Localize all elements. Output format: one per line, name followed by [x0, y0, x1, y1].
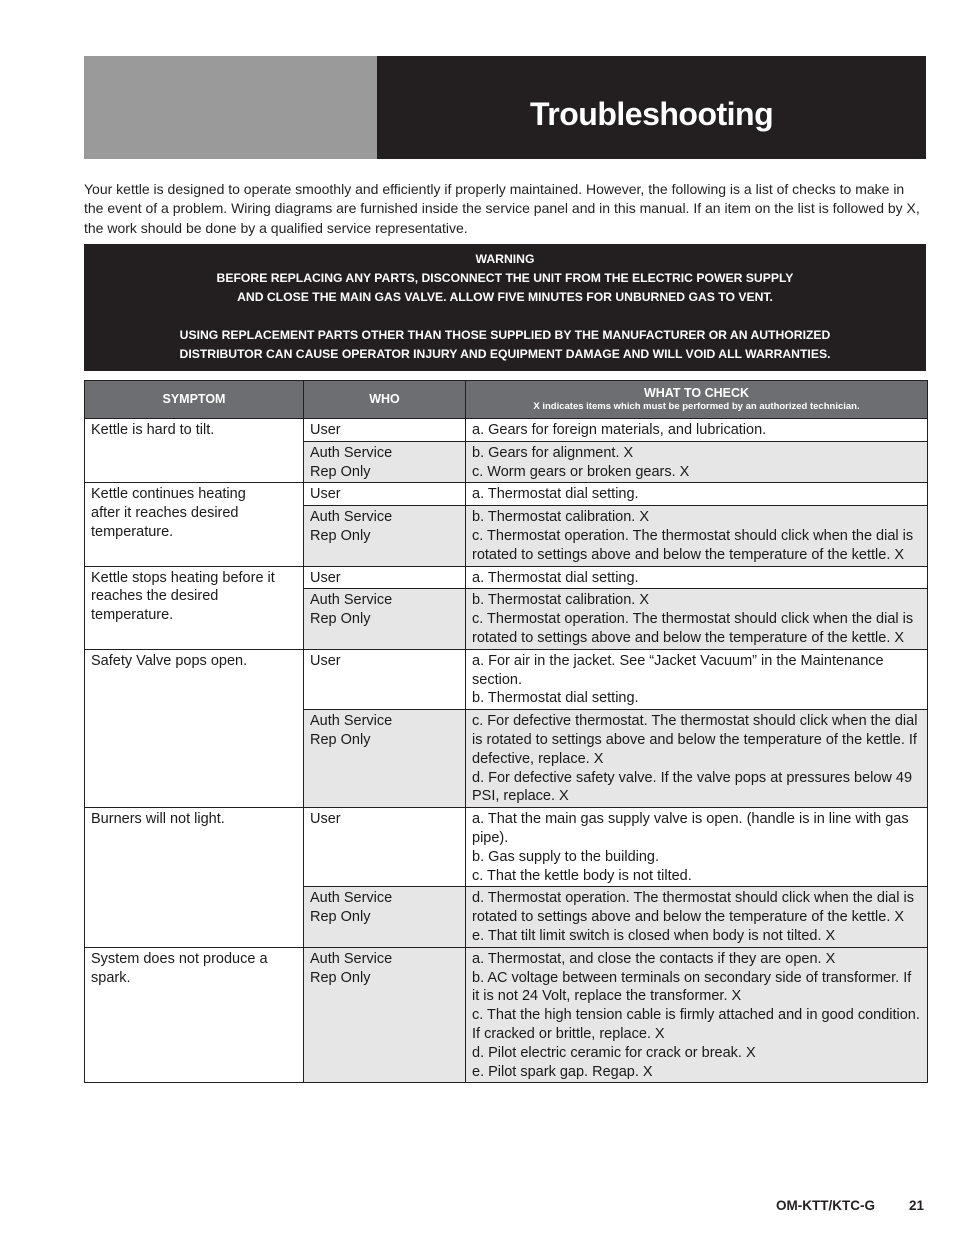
- cell-line: Burners will not light.: [91, 811, 225, 828]
- cell-line: Rep Only: [310, 463, 371, 480]
- cell-line: a. For air in the jacket. See “Jacket Vacuum” in the Maintenance section.: [472, 652, 884, 688]
- symptom-cell: [85, 483, 304, 566]
- what-to-check-cell: [466, 808, 928, 887]
- what-to-check-cell: [466, 887, 928, 947]
- cell-line: c. That the kettle body is not tilted.: [472, 867, 692, 884]
- who-cell: [304, 589, 466, 649]
- cell-line: User: [310, 486, 341, 503]
- warning-line: USING REPLACEMENT PARTS OTHER THAN THOSE SUPPLIED BY THE MANUFACTURER OR AN AUTHORIZED: [179, 327, 831, 342]
- page-header-banner: [84, 56, 926, 159]
- cell-line: a. Thermostat dial setting.: [472, 486, 639, 503]
- cell-line: User: [310, 652, 341, 669]
- warning-line: AND CLOSE THE MAIN GAS VALVE. ALLOW FIVE MINUTES FOR UNBURNED GAS TO VENT.: [237, 290, 773, 305]
- header-who: WHO: [304, 381, 466, 419]
- cell-line: Rep Only: [310, 969, 371, 986]
- table-row: [85, 649, 928, 709]
- header-symptom: SYMPTOM: [85, 381, 304, 419]
- cell-line: Kettle is hard to tilt.: [91, 422, 215, 438]
- troubleshooting-table: [84, 380, 928, 1083]
- cell-line: e. Pilot spark gap. Regap. X: [472, 1063, 653, 1080]
- warning-line: DISTRIBUTOR CAN CAUSE OPERATOR INJURY AND EQUIPMENT DAMAGE AND WILL VOID ALL WARRANTIES.: [179, 346, 831, 361]
- cell-line: e. That tilt limit switch is closed when body is not tilted. X: [472, 927, 836, 944]
- cell-line: Auth Service: [310, 509, 393, 526]
- header-what-to-check-note: X indicates items which must be performed by an authorized technician.: [533, 401, 860, 412]
- cell-line: Auth Service: [310, 890, 393, 907]
- header-gray-block: [84, 56, 377, 159]
- cell-line: User: [310, 811, 341, 828]
- table-row: [85, 947, 928, 1083]
- symptom-cell: [85, 649, 304, 807]
- cell-line: d. Thermostat operation. The thermostat should click when the dial is rotated to settings above and below the temperature of the kettle. X: [472, 890, 914, 926]
- cell-line: Auth Service: [310, 713, 393, 730]
- cell-line: Auth Service: [310, 444, 393, 461]
- intro-paragraph: Your kettle is designed to operate smoothly and efficiently if properly maintained. However, the following is a list of checks to make in the event of a problem. Wiring diagrams are furnished inside the service panel and in this manual. If an item on the list is followed by X, the work should be done by a qualified service representative.: [84, 181, 920, 236]
- who-cell: [304, 710, 466, 808]
- page-number: 21: [908, 1198, 924, 1213]
- cell-line: c. Worm gears or broken gears. X: [472, 463, 690, 480]
- cell-line: User: [310, 569, 341, 586]
- cell-line: Rep Only: [310, 527, 371, 544]
- what-to-check-cell: [466, 419, 928, 442]
- cell-line: c. That the high tension cable is firmly attached and in good condition. If cracked or brittle, replace. X: [472, 1007, 920, 1042]
- cell-line: a. Thermostat dial setting.: [472, 569, 639, 586]
- what-to-check-cell: [466, 589, 928, 649]
- cell-line: after it reaches desired: [91, 505, 239, 522]
- symptom-cell: [85, 566, 304, 649]
- what-to-check-cell: [466, 566, 928, 589]
- table-row: [85, 419, 928, 442]
- cell-line: a. That the main gas supply valve is open. (handle is in line with gas pipe).: [472, 811, 909, 846]
- warning-title: WARNING: [475, 252, 535, 266]
- cell-line: System does not produce a spark.: [91, 950, 268, 986]
- cell-line: d. For defective safety valve. If the valve pops at pressures below 49 PSI, replace. X: [472, 769, 913, 805]
- warning-line: BEFORE REPLACING ANY PARTS, DISCONNECT THE UNIT FROM THE ELECTRIC POWER SUPPLY: [216, 271, 794, 286]
- cell-line: Rep Only: [310, 909, 371, 926]
- cell-line: c. Thermostat operation. The thermostat should click when the dial is rotated to settings above and below the temperature of the kettle. X: [472, 611, 914, 646]
- cell-line: b. Gas supply to the building.: [472, 848, 660, 865]
- header-dark-block: [377, 56, 926, 159]
- who-cell: [304, 441, 466, 483]
- cell-line: User: [310, 422, 341, 438]
- what-to-check-cell: [466, 947, 928, 1083]
- cell-line: a. Thermostat, and close the contacts if they are open. X: [472, 950, 836, 967]
- cell-line: Safety Valve pops open.: [91, 652, 248, 669]
- cell-line: Rep Only: [310, 731, 371, 748]
- header-what-to-check-label: WHAT TO CHECK: [643, 386, 750, 400]
- cell-line: a. Gears for foreign materials, and lubrication.: [472, 422, 767, 438]
- cell-line: d. Pilot electric ceramic for crack or break. X: [472, 1044, 756, 1061]
- table-header-row: [85, 381, 928, 419]
- cell-line: c. Thermostat operation. The thermostat should click when the dial is rotated to settings above and below the temperature of the kettle. X: [472, 527, 914, 563]
- table-row: [85, 483, 928, 506]
- cell-line: b. Thermostat calibration. X: [472, 509, 650, 526]
- symptom-cell: [85, 947, 304, 1083]
- who-cell: [304, 506, 466, 566]
- who-cell: [304, 649, 466, 709]
- what-to-check-cell: [466, 710, 928, 808]
- who-cell: [304, 419, 466, 442]
- page-title: Troubleshooting: [530, 96, 774, 132]
- who-cell: [304, 887, 466, 947]
- cell-line: b. AC voltage between terminals on secondary side of transformer. If it is not 24 Volt, replace the transformer. X: [472, 969, 912, 1005]
- what-to-check-cell: [466, 441, 928, 483]
- who-cell: [304, 808, 466, 887]
- who-cell: [304, 947, 466, 1083]
- who-cell: [304, 566, 466, 589]
- symptom-cell: [85, 419, 304, 483]
- what-to-check-cell: [466, 506, 928, 566]
- cell-line: b. Gears for alignment. X: [472, 444, 634, 461]
- cell-line: Kettle stops heating before it reaches the desired temperature.: [91, 569, 275, 624]
- warning-box: [84, 244, 926, 371]
- cell-line: c. For defective thermostat. The thermostat should click when the dial is rotated to settings above and below the temperature of the kettle. If defective, replace. X: [472, 713, 918, 767]
- cell-line: b. Thermostat calibration. X: [472, 592, 650, 609]
- page-footer: [776, 1198, 924, 1213]
- table-row: [85, 566, 928, 589]
- header-what-to-check: [466, 381, 928, 419]
- cell-line: Auth Service: [310, 950, 393, 967]
- cell-line: temperature.: [91, 523, 174, 540]
- cell-line: Auth Service: [310, 592, 393, 609]
- table-row: [85, 808, 928, 887]
- cell-line: Rep Only: [310, 611, 371, 628]
- what-to-check-cell: [466, 649, 928, 709]
- what-to-check-cell: [466, 483, 928, 506]
- cell-line: Kettle continues heating: [91, 486, 246, 503]
- cell-line: b. Thermostat dial setting.: [472, 690, 639, 707]
- document-code: OM-KTT/KTC-G: [775, 1198, 875, 1213]
- symptom-cell: [85, 808, 304, 948]
- who-cell: [304, 483, 466, 506]
